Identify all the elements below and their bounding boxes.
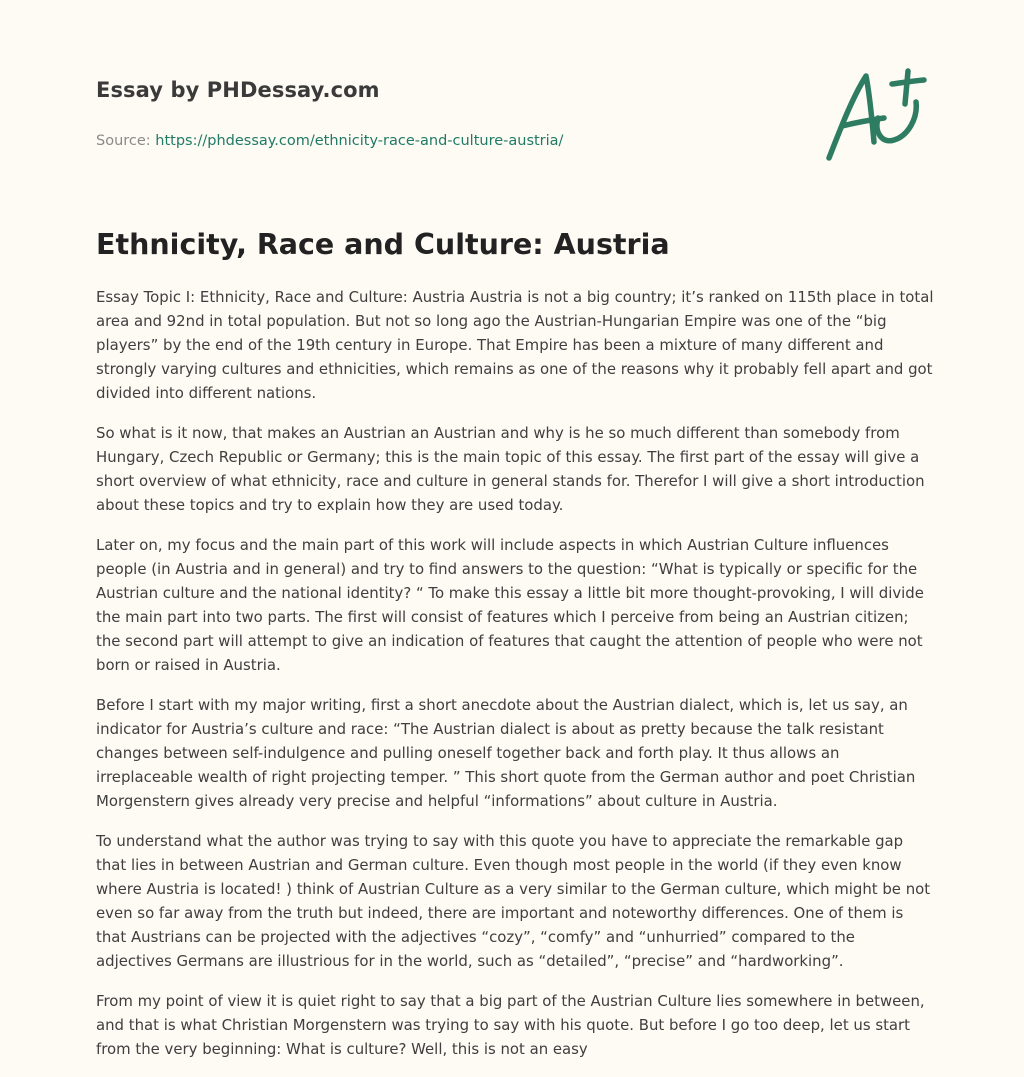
source-line (96, 131, 796, 151)
essay-paragraph: So what is it now, that makes an Austrian an Austrian and why is he so much different than somebody from Hungary, Czech Republic or Germany; this is the main topic of this essay. The first part of the essay will give a short overview of what ethnicity, race and culture in general stands for. Therefor I will give a short introduction about these topics and try to explain how they are used today. (96, 424, 925, 514)
essay-paragraph: Essay Topic I: Ethnicity, Race and Culture: Austria Austria is not a big country; it’s ranked on 115th place in total area and 92nd in total population. But not so long ago the Austrian-Hungarian Empire was one of the “big players” by the end of the 19th century in Europe. That Empire has been a mixture of many different and strongly varying cultures and ethnicities, which remains as one of the reasons why it probably fell apart and got divided into different nations. (96, 288, 934, 402)
a-plus-logo-icon (822, 68, 928, 164)
essay-body (96, 285, 934, 1077)
essay-paragraph: Before I start with my major writing, first a short anecdote about the Austrian dialect, which is, let us say, an indicator for Austria’s culture and race: “The Austrian dialect is about as pretty because the talk resistant changes between self-indulgence and pulling oneself together back and forth play. It thus allows an irreplaceable wealth of right projecting temper. ” This short quote from the German author and poet Christian Morgenstern gives already very precise and helpful “informations” about culture in Austria. (96, 696, 916, 810)
essay-paragraph: Later on, my focus and the main part of this work will include aspects in which Austrian Culture influences people (in Austria and in general) and try to find answers to the question: “What is typically or specific for the Austrian culture and the national identity? “ To make this essay a little bit more thought-provoking, I will divide the main part into two parts. The first will consist of features which I perceive from being an Austrian citizen; the second part will attempt to give an indication of features that caught the attention of people who were not born or raised in Austria. (96, 536, 924, 674)
essay-paragraph: To understand what the author was trying to say with this quote you have to appreciate the remarkable gap that lies in between Austrian and German culture. Even though most people in the world (if they even know where Austria is located! ) think of Austrian Culture as a very similar to the German culture, which might be not even so far away from the truth but indeed, there are important and noteworthy differences. One of them is that Austrians can be projected with the adjectives “cozy”, “comfy” and “unhurried” compared to the adjectives Germans are illustrious for in the world, such as “detailed”, “precise” and “hardworking”. (96, 832, 931, 970)
essay-paragraph: From my point of view it is quiet right to say that a big part of the Austrian Culture lies somewhere in between, and that is what Christian Morgenstern was trying to say with his quote. But before I go too deep, let us start from the very beginning: What is culture? Well, this is not an easy (96, 992, 925, 1058)
site-title: Essay by PHDessay.com (96, 78, 380, 102)
page-header (96, 74, 796, 151)
essay-title: Ethnicity, Race and Culture: Austria (96, 228, 670, 261)
source-label: Source: (96, 133, 151, 149)
source-link[interactable]: https://phdessay.com/ethnicity-race-and-culture-austria/ (155, 133, 564, 149)
